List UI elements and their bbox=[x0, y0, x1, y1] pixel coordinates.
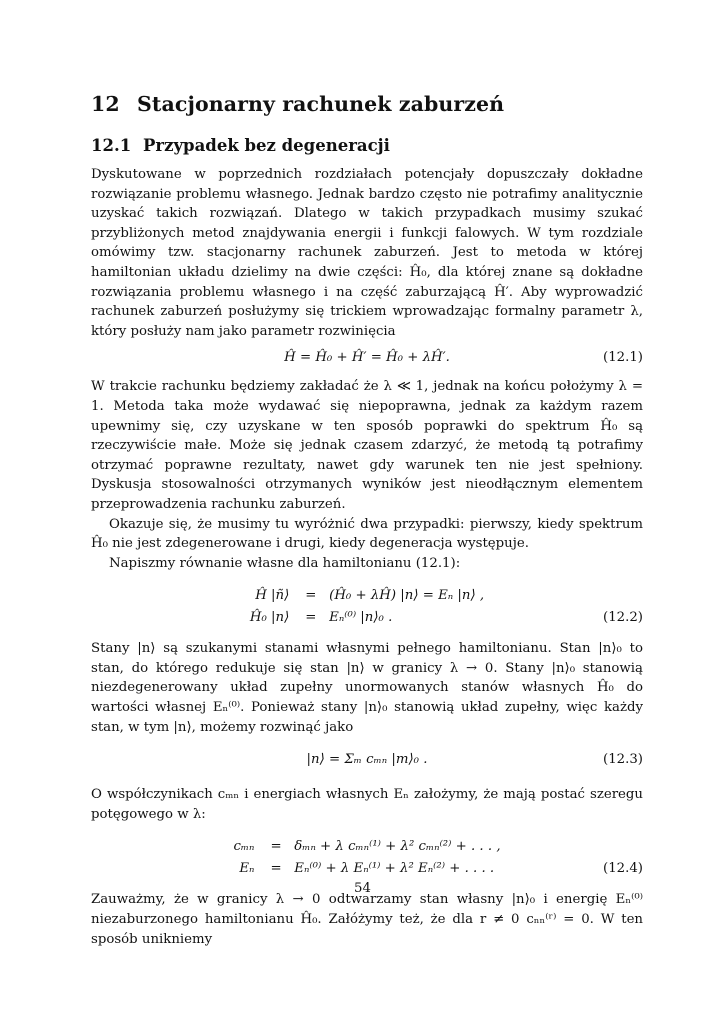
paragraph-states: Stany |n⟩ są szukanymi stanami własnymi pełnego hamiltonianu. Stan |n⟩₀ to stan, do którego redukuje się stan |n⟩ w granicy λ → 0. Stany |n⟩₀ stanowią niezdegenerowany układ zupełny unormowanych stanów własnych Ĥ₀ do wartości własnej Eₙ⁽⁰⁾. Ponieważ stany |n⟩₀ stanowią układ zupełny, więc każdy stan, w tym |n⟩, możemy rozwinąć jako bbox=[91, 641, 643, 735]
paragraph-coefficients: O współczynikach cₘₙ i energiach własnych Eₙ założymy, że mają postać szeregu potęgowego w λ: bbox=[91, 787, 643, 822]
eq-12-4-row1-lhs: cₘₙ bbox=[233, 839, 255, 855]
eq-12-2-row1-rhs bbox=[305, 585, 484, 607]
page-content bbox=[91, 92, 643, 949]
eq-12-2-row1-sign: = bbox=[305, 588, 317, 604]
equation-12-1-tag: (12.1) bbox=[603, 350, 643, 366]
equation-12-4 bbox=[91, 836, 643, 880]
eq-12-4-row1-expression: δₘₙ + λ cₘₙ⁽¹⁾ + λ² cₘₙ⁽²⁾ + . . . , bbox=[294, 839, 501, 855]
section-heading bbox=[91, 136, 643, 155]
page-number: 54 bbox=[354, 881, 371, 896]
eq-12-4-row1-sign: = bbox=[270, 839, 282, 855]
paragraph-limit: Zauważmy, że w granicy λ → 0 odtwarzamy stan własny |n⟩₀ i energię Eₙ⁽⁰⁾ niezaburzonego hamiltonianu Ĥ₀. Załóżymy też, że dla r ≠ 0 cₙₙ⁽ʳ⁾ = 0. W ten sposób unikniemy bbox=[91, 892, 643, 947]
equation-12-3-body: |n⟩ = Σₘ cₘₙ |m⟩₀ . bbox=[306, 752, 428, 768]
paragraph-intro: Dyskutowane w poprzednich rozdziałach potencjały dopuszczały dokładne rozwiązanie problemu własnego. Jednak bardzo często nie potrafimy analitycznie uzyskać takich rozwiązań. Dlatego w takich przypadkach musimy szukać przybliżonych metod znajdywania energii i funkcji falowych. W tym rozdziale omówimy tzw. stacjonarny rachunek zaburzeń. Jest to metoda w której hamiltonian układu dzielimy na dwie części: Ĥ₀, dla której znane są dokładne rozwiązania problemu własnego i na część zaburzającą Ĥ′. Aby wyprowadzić rachunek zaburzeń posłużymy się trickiem wprowadzając formalny parametr λ, który posłuży nam jako parametr rozwinięcia bbox=[91, 167, 643, 339]
eq-12-2-row2-rhs bbox=[305, 607, 484, 629]
equation-12-3-tag: (12.3) bbox=[603, 752, 643, 768]
equation-12-2 bbox=[91, 585, 643, 629]
equation-12-4-tag: (12.4) bbox=[603, 861, 643, 877]
eq-12-2-row1-expression: (Ĥ₀ + λĤ) |n⟩ = Eₙ |n⟩ , bbox=[329, 588, 485, 604]
chapter-heading bbox=[91, 92, 643, 116]
equation-12-3 bbox=[91, 749, 643, 771]
chapter-number: 12 bbox=[91, 92, 120, 116]
eq-12-4-row2-rhs bbox=[270, 858, 500, 880]
eq-12-4-row2-lhs: Eₙ bbox=[239, 861, 255, 877]
eq-12-4-row2-expression: Eₙ⁽⁰⁾ + λ Eₙ⁽¹⁾ + λ² Eₙ⁽²⁾ + . . . . bbox=[294, 861, 495, 877]
section-number: 12.1 bbox=[91, 136, 132, 155]
chapter-title: Stacjonarny rachunek zaburzeń bbox=[137, 92, 505, 116]
paragraph-lambda: W trakcie rachunku będziemy zakładać że λ ≪ 1, jednak na końcu położymy λ = 1. Metoda taka może wydawać się niepoprawna, jednak za każdym razem upewnimy się, czy uzyskane w ten sposób poprawki do spektrum Ĥ₀ są rzeczywiście małe. Może się jednak czasem zdarzyć, że metodą tą potrafimy otrzymać poprawne rezultaty, nawet gdy warunek ten nie jest spełniony. Dyskusja stosowalności otrzymanych wyników jest nieodłącznym elementem przeprowadzenia rachunku zaburzeń. bbox=[91, 379, 643, 512]
eq-12-2-row1-lhs: Ĥ |ñ⟩ bbox=[255, 588, 290, 604]
paragraph-cases: Okazuje się, że musimy tu wyróżnić dwa przypadki: pierwszy, kiedy spektrum Ĥ₀ nie jest zdegenerowane i drugi, kiedy degeneracja występuje. bbox=[91, 516, 643, 552]
eq-12-4-row2-sign: = bbox=[270, 861, 282, 877]
paragraph-eigen-intro: Napiszmy równanie własne dla hamiltonianu (12.1): bbox=[109, 555, 461, 571]
eq-12-2-row2-lhs: Ĥ₀ |n⟩ bbox=[249, 610, 290, 626]
equation-12-1 bbox=[91, 347, 643, 369]
equation-12-1-body: Ĥ = Ĥ₀ + Ĥ′ = Ĥ₀ + λĤ′. bbox=[284, 350, 450, 366]
equation-12-2-tag: (12.2) bbox=[603, 610, 643, 626]
eq-12-2-row2-sign: = bbox=[305, 610, 317, 626]
eq-12-4-row1-rhs bbox=[270, 836, 500, 858]
section-title: Przypadek bez degeneracji bbox=[143, 136, 390, 155]
eq-12-2-row2-expression: Eₙ⁽⁰⁾ |n⟩₀ . bbox=[329, 610, 393, 626]
